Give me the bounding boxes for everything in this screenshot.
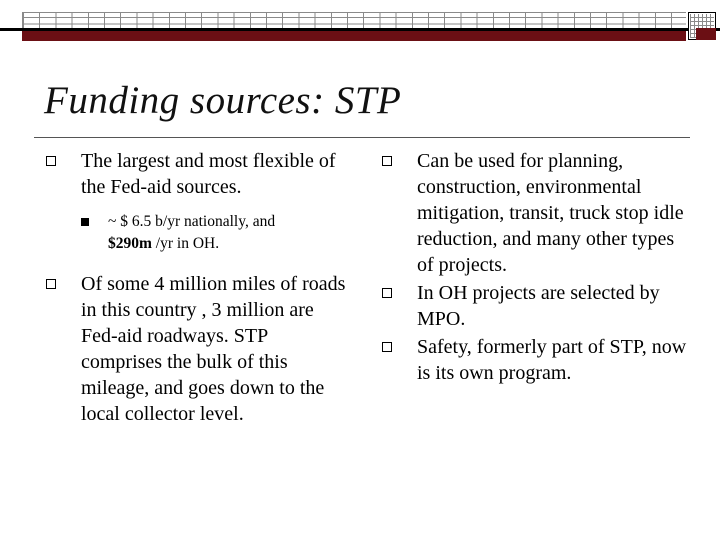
- sub-bullet-line2-rest: /yr in OH.: [151, 235, 220, 252]
- left-bullet-1-text: The largest and most flexible of the Fed-aid sources.: [81, 150, 336, 198]
- left-bullet-2-text: Of some 4 million miles of roads in this country , 3 million are Fed-aid roadways. STP comprises the bulk of this mileage, and goes down to the local collector level.: [81, 273, 346, 425]
- right-column: [382, 148, 692, 386]
- sub-bullet-line1: ~ $ 6.5 b/yr nationally, and: [108, 213, 276, 230]
- right-bullet-1: [382, 148, 692, 278]
- left-bullet-2: [46, 271, 346, 427]
- corner-accent-block: [696, 28, 716, 40]
- title-divider: [34, 137, 690, 138]
- hollow-square-bullet-icon: [382, 342, 392, 352]
- header-accent-bar: [22, 31, 686, 41]
- hollow-square-bullet-icon: [46, 156, 56, 166]
- sub-bullet-amount: $290m: [108, 235, 152, 252]
- left-bullet-1: [46, 148, 346, 200]
- right-bullet-3: [382, 334, 692, 386]
- right-bullet-3-text: Safety, formerly part of STP, now is its own program.: [417, 336, 687, 384]
- right-bullet-2-text: In OH projects are selected by MPO.: [417, 282, 660, 330]
- slide-title: Funding sources: STP: [44, 79, 402, 122]
- left-column: [46, 148, 346, 427]
- right-bullet-2: [382, 280, 692, 332]
- hollow-square-bullet-icon: [46, 279, 56, 289]
- hollow-square-bullet-icon: [382, 288, 392, 298]
- hollow-square-bullet-icon: [382, 156, 392, 166]
- right-bullet-1-text: Can be used for planning, construction, environmental mitigation, transit, truck stop idle reduction, and many other types of projects.: [417, 150, 684, 276]
- filled-square-bullet-icon: [81, 218, 89, 226]
- left-sub-bullet: [46, 211, 346, 255]
